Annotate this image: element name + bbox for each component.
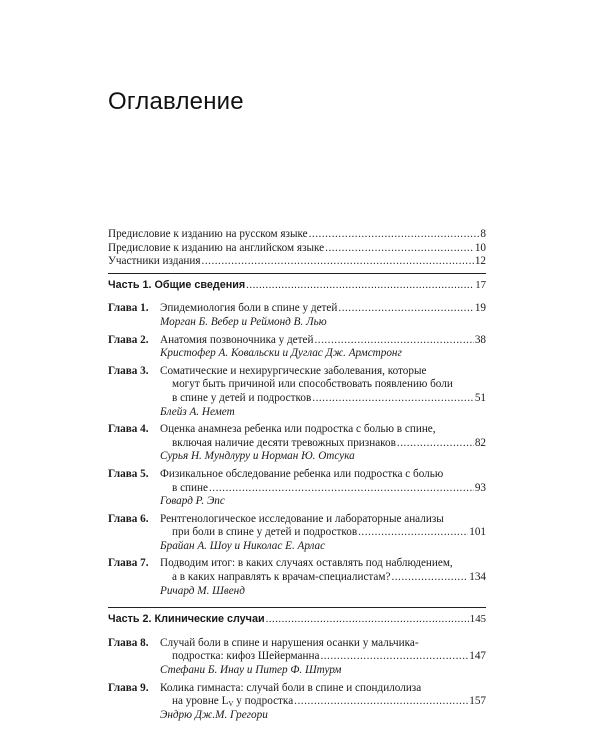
page-number: 17	[475, 278, 486, 291]
leader-dots	[266, 613, 469, 627]
chapter-title-line: включая наличие десяти тревожных признаков	[172, 436, 396, 449]
chapter-title-line: Колика гимнаста: случай боли в спине и спондилолиза	[160, 681, 422, 694]
toc-chapter-6[interactable]	[108, 513, 486, 554]
toc-chapter-1[interactable]	[108, 302, 486, 329]
part-title: Клинические случаи	[154, 613, 265, 626]
divider	[108, 273, 486, 274]
page-number: 82	[474, 436, 486, 449]
toc-part-1[interactable]	[108, 279, 486, 293]
page-number: 147	[469, 650, 486, 663]
chapter-title-line: могут быть причиной или способствовать появлению боли	[172, 378, 453, 391]
toc-entry-preface-english[interactable]	[108, 242, 486, 256]
chapter-title-line: Оценка анамнеза ребенка или подростка с болью в спине,	[160, 423, 436, 436]
page-number: 8	[480, 228, 486, 240]
toc-chapter-4[interactable]	[108, 423, 486, 464]
part-label: Часть 1.	[108, 278, 152, 291]
toc-chapter-8[interactable]	[108, 637, 486, 678]
chapter-authors: Сурья Н. Мундлуру и Норман Ю. Отсука	[160, 450, 355, 463]
leader-dots	[338, 302, 473, 316]
leader-dots	[209, 482, 474, 496]
chapter-title-line: Подводим итог: в каких случаях оставлять под наблюдением,	[160, 557, 453, 570]
leader-dots	[294, 695, 468, 709]
leader-dots	[391, 571, 468, 585]
chapter-title-line: при боли в спине у детей и подростков	[172, 526, 358, 539]
leader-dots	[320, 650, 468, 664]
toc-chapter-2[interactable]	[108, 334, 486, 361]
chapter-label: Глава 8.	[108, 636, 149, 649]
entry-title: Предисловие к изданию на английском языке	[108, 241, 325, 254]
chapter-authors: Говард Р. Эпс	[160, 495, 225, 508]
page-number: 145	[469, 613, 486, 626]
chapter-title-line: Случай боли в спине и нарушения осанки у мальчика-	[160, 636, 419, 649]
toc-entry-contributors[interactable]	[108, 255, 486, 269]
page-number: 93	[474, 481, 486, 494]
chapter-title-line: подростка: кифоз Шейерманна	[172, 650, 320, 663]
leader-dots	[314, 334, 473, 348]
chapter-title-line: Рентгенологическое исследование и лабораторные анализы	[160, 512, 444, 525]
leader-dots	[202, 255, 474, 269]
chapter-label: Глава 1.	[108, 302, 149, 315]
chapter-authors: Стефани Б. Инау и Питер Ф. Штурм	[160, 664, 342, 677]
chapter-label: Глава 7.	[108, 557, 149, 570]
toc-part-2[interactable]	[108, 613, 486, 627]
chapter-label: Глава 2.	[108, 333, 149, 346]
toc-chapter-7[interactable]	[108, 557, 486, 598]
chapter-title-line: Физикальное обследование ребенка или подростка с болью	[160, 467, 444, 480]
page-number: 12	[474, 255, 486, 268]
part-title: Общие сведения	[154, 278, 246, 291]
chapter-title-line: в спине у детей и подростков	[172, 391, 312, 404]
toc-chapter-3[interactable]	[108, 365, 486, 419]
divider	[108, 607, 486, 608]
leader-dots	[309, 228, 480, 242]
chapter-title-line: Соматические и нехирургические заболевания, которые	[160, 364, 427, 377]
chapter-label: Глава 5.	[108, 467, 149, 480]
chapter-label: Глава 3.	[108, 364, 149, 377]
leader-dots	[397, 437, 474, 451]
part-label: Часть 2.	[108, 613, 152, 626]
chapter-authors: Ричард М. Швенд	[160, 584, 245, 597]
page-number: 51	[474, 391, 486, 404]
chapter-authors: Блейз А. Немет	[160, 405, 235, 418]
chapter-title-line: на уровне L	[172, 695, 229, 708]
toc-chapter-9[interactable]	[108, 682, 486, 723]
entry-title: Участники издания	[108, 255, 201, 268]
chapter-label: Глава 9.	[108, 681, 149, 694]
page-number: 101	[469, 526, 486, 539]
chapter-authors: Кристофер А. Ковальски и Дуглас Дж. Армстронг	[160, 347, 402, 360]
chapter-title: Эпидемиология боли в спине у детей	[160, 302, 338, 315]
page-number: 10	[474, 241, 486, 254]
page-number: 134	[469, 571, 486, 584]
toc-entry-preface-russian[interactable]	[108, 228, 486, 242]
chapter-title: Анатомия позвоночника у детей	[160, 333, 314, 346]
chapter-label: Глава 6.	[108, 512, 149, 525]
chapter-authors: Эндрю Дж.М. Грегори	[160, 708, 268, 721]
chapter-title-line: а в каких направлять к врачам-специалистам?	[172, 571, 391, 584]
leader-dots	[358, 526, 468, 540]
chapter-title-line: в спине	[172, 481, 208, 494]
page-title: Оглавление	[108, 88, 244, 115]
chapter-authors: Морган Б. Вебер и Реймонд В. Лью	[160, 315, 327, 328]
leader-dots	[246, 279, 474, 293]
toc-chapter-5[interactable]	[108, 468, 486, 509]
leader-dots	[312, 392, 474, 406]
entry-title: Предисловие к изданию на русском языке	[108, 228, 308, 240]
chapter-label: Глава 4.	[108, 423, 149, 436]
page-number: 38	[474, 333, 486, 346]
chapter-title-tail: у подростка	[233, 695, 294, 708]
table-of-contents	[108, 228, 486, 722]
page-number: 157	[469, 695, 486, 708]
leader-dots	[325, 242, 474, 256]
chapter-authors: Брайан А. Шоу и Николас Е. Арлас	[160, 539, 326, 552]
vertebra-subscript: V	[228, 700, 234, 709]
page-number: 19	[474, 302, 486, 315]
